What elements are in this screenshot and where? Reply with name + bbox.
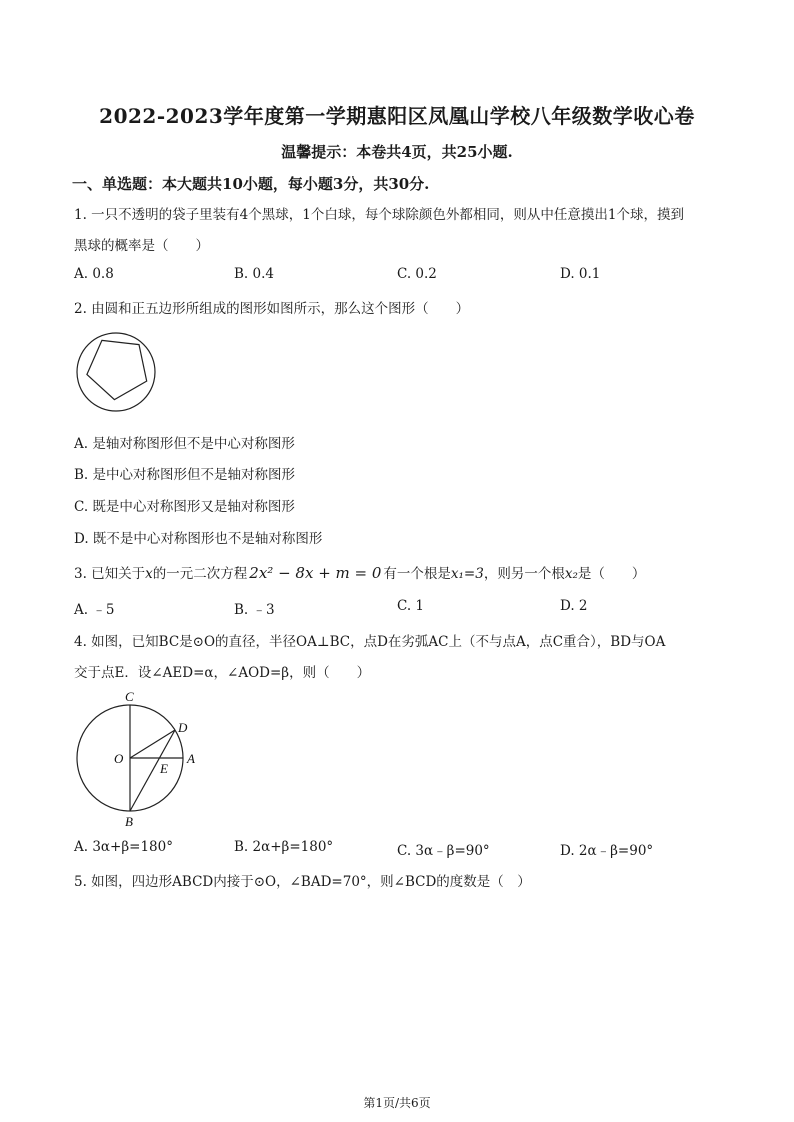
question-4-line-2: 交于点E．设∠AED=α，∠AOD=β，则（ ） bbox=[74, 665, 371, 681]
question-3-option-c: C. 1 bbox=[397, 598, 425, 614]
page-subtitle: 温馨提示：本卷共4页，共25小题. bbox=[281, 143, 513, 161]
figure-pentagon bbox=[87, 340, 147, 399]
question-1-line-2: 黑球的概率是（ ） bbox=[74, 238, 209, 254]
q3-end: 是（ ） bbox=[577, 566, 646, 582]
label-a: A bbox=[187, 751, 195, 766]
question-1-option-c: C. 0.2 bbox=[397, 266, 437, 282]
section-heading: 一、单选题：本大题共10小题，每小题3分，共30分. bbox=[72, 175, 430, 193]
label-o: O bbox=[114, 751, 124, 766]
segment-od bbox=[130, 730, 175, 758]
question-4-option-d: D. 2α﹣β=90° bbox=[560, 843, 654, 859]
q3-pre: 3. 已知关于 bbox=[74, 566, 146, 582]
page-number: 第1页/共6页 bbox=[363, 1096, 431, 1110]
q3-equation: 2x² − 8x + m = 0 bbox=[249, 564, 382, 582]
chord-bd bbox=[130, 730, 175, 811]
label-c: C bbox=[125, 689, 134, 704]
question-3-option-a: A. ﹣5 bbox=[74, 602, 115, 618]
question-2-stem: 2. 由圆和正五边形所组成的图形如图所示，那么这个图形（ ） bbox=[74, 301, 470, 317]
question-1-option-d: D. 0.1 bbox=[560, 266, 601, 282]
page-title: 2022-2023学年度第一学期惠阳区凤凰山学校八年级数学收心卷 bbox=[99, 104, 695, 128]
question-5-stem: 5. 如图，四边形ABCD内接于⊙O，∠BAD=70°，则∠BCD的度数是（ ） bbox=[74, 874, 531, 890]
question-2-option-c: C. 既是中心对称图形又是轴对称图形 bbox=[74, 499, 295, 515]
circle-pentagon-figure bbox=[72, 330, 162, 420]
label-b: B bbox=[125, 814, 133, 829]
question-4-option-a: A. 3α+β=180° bbox=[74, 839, 173, 855]
label-d: D bbox=[178, 720, 188, 735]
q3-post: ，则另一个根 bbox=[483, 566, 565, 582]
question-4-option-b: B. 2α+β=180° bbox=[234, 839, 334, 855]
question-1-option-a: A. 0.8 bbox=[74, 266, 114, 282]
question-4-option-c: C. 3α﹣β=90° bbox=[397, 843, 490, 859]
question-3-option-d: D. 2 bbox=[560, 598, 588, 614]
q3-mid: 的一元二次方程 bbox=[152, 566, 248, 582]
question-2-option-a: A. 是轴对称图形但不是中心对称图形 bbox=[74, 436, 295, 452]
question-2-option-b: B. 是中心对称图形但不是轴对称图形 bbox=[74, 467, 296, 483]
question-2-option-d: D. 既不是中心对称图形也不是轴对称图形 bbox=[74, 531, 323, 547]
q3-root: x₁=3 bbox=[450, 566, 484, 582]
q3-root2: x₂ bbox=[564, 566, 578, 582]
circle-diameter-figure bbox=[68, 688, 208, 830]
q3-root-text: 有一个根是 bbox=[383, 566, 451, 582]
question-4-line-1: 4. 如图，已知BC是⊙O的直径，半径OA⊥BC，点D在劣弧AC上（不与点A，点C重合），BD与OA bbox=[74, 634, 666, 650]
question-1-option-b: B. 0.4 bbox=[234, 266, 274, 282]
q3-var-x: x bbox=[145, 566, 153, 582]
question-1-line-1: 1. 一只不透明的袋子里装有4个黑球，1个白球，每个球除颜色外都相同，则从中任意摸出1个球，摸到 bbox=[74, 207, 684, 223]
label-e: E bbox=[160, 761, 168, 776]
question-3-stem bbox=[74, 562, 645, 582]
question-3-option-b: B. ﹣3 bbox=[234, 602, 275, 618]
